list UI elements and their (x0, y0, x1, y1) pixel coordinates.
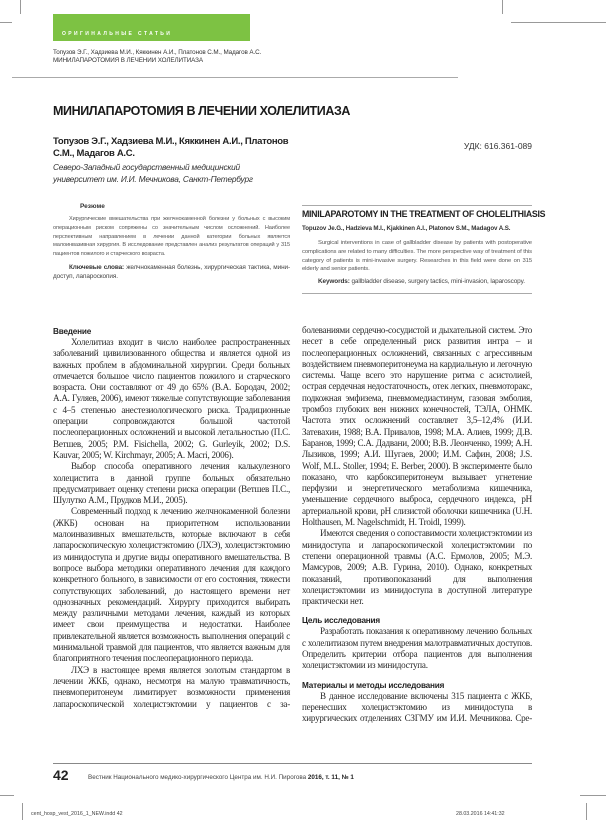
crop-mark (20, 0, 21, 14)
abstract-en-text: Surgical interventions in case of gallbladder disease by patients with postoperative complications are related to many difficulties. The more perspective way of treatment of this category of patients is mini-invasive surgery. Researches in this field were done on 315 elderly and senior patients. (302, 240, 532, 273)
footer-rule (53, 763, 532, 764)
aim-heading: Цель исследования (302, 616, 380, 626)
author-block (53, 136, 293, 185)
section-label: ОРИГИНАЛЬНЫЕ СТАТЬИ (62, 31, 173, 37)
paragraph: ЛХЭ в настоящее время является золотым стандартом в лечении ЖКБ, однако, несмотря на малую травматичность, пневмоперитонеум лимитирует возможности применения лапароскопической холецистэктомии у пациентов с за- (53, 664, 290, 709)
keywords-label: Keywords: (318, 278, 350, 286)
journal-issue: 2016, т. 11, № 1 (307, 774, 354, 781)
header-divider (12, 77, 458, 78)
paragraph: болеваниями сердечно-сосудистой и дыхательной систем. Это несет в себе определенный риск развития интра – и послеоперационных осложнений, связанных с агрессивным воздействием пневмоперитонеума на кардиальную и легочную системы. Чаще всего это нарушение ритма с асистолией, острая сердечная недостаточность, отек легких, пневмоторакс, подкожная эмфизема, пневмомедиастинум, газовая эмболия, тромбоз глубоких вен нижних конечностей, ТЭЛА, ОНМК. Частота этих осложнений составляет 3,5–12,4% (И.И. Затевахин, 1988; В.А. Привалов, 1998; М.А. Алиев, 1999; Д.В. Баранов, 1999; С.А. Дадвани, 2000; В.В. Леонченко, 1999; А.Н. Лызиков, 1999; А.И. Шугаев, 2000; И.М. Сафин, 2008; J.S. Wolf, M.L. Stoller, 1994; E. Berber, 2000). В эксперименте было показано, что карбоксиперитонеум вызывает угнетение перфузии и энергетического метаболизма кишечника, уменьшение сердечного выброса, сердечного индекса, pH артериальной крови, pH слизистой оболочки кишечника (U.H. Holthausen, M. Nagelschmidt, H. Troidl, 1999). (302, 325, 533, 528)
slug-datetime: 28.03.2016 14:41:32 (456, 811, 505, 817)
crop-mark (511, 22, 606, 23)
paragraph: Холелитиаз входит в число наиболее распространенных заболеваний цивилизованного общества и является одной из важных проблем в абдоминальной хирургии. Среди больных отмечается большое число пациентов пожилого и старческого возраста. Они составляют от 49 до 65% (В.А. Бородач, 2002; А.А. Гуляев, 2006), имеют тяжелые сопутствующие заболевания с 4–5 степенью анестезиологического риска. Традиционные операции сопровождаются большой частотой послеоперационных осложнений и высокой летальностью (П.С. Ветшев, 2005; P.M. Fisichella, 2002; G. Gurleyik, 2002; D.S. Kauvar, 2005; W. Kirchmayr, 2005; A. Macri, 2006). (53, 337, 290, 460)
slug-file: cent_hosp_vest_2016_1_NEW.indd 42 (31, 811, 123, 817)
section-banner (53, 14, 250, 41)
page-footer (0, 763, 606, 820)
abstract-en-block (302, 209, 546, 294)
journal-footer (88, 774, 354, 781)
paragraph: В данное исследование включены 315 пациента с ЖКБ, перенесших холецистэктомию из минидоступа в хирургических отделениях СЗГМУ им И.И. Мечникова. Сре- (302, 690, 532, 724)
left-column (53, 327, 290, 710)
udk-code: УДК: 616.361-089 (463, 141, 532, 151)
abstract-en-keywords (302, 278, 532, 287)
abstract-en (302, 239, 532, 287)
paragraph: Разработать показания к оперативному лечению больных с холелитиазом путем внедрения малотравматичных доступов. Определить критерии отбора пациентов для выполнения холецистэктомии из минидоступа. (302, 626, 532, 671)
paragraph: Современный подход к лечению желчнокаменной болезни (ЖКБ) основан на приоритетном использовании малоинвазивных вмешательств, которые включают в себя лапароскопическую холецистэктомию (ЛХЭ), холецистэктомию из минидоступа и другие виды оперативного вмешательства. В вопросе выбора методики оперативного лечения для каждого конкретного больного, в зависимости от его состояния, тяжести сопутствующих заболеваний, до настоящего времени нет однозначных рекомендаций. Хирургу приходится выбирать между различными методами лечения, каждый из которых имеет свои преимущества и недостатки. Наиболее привлекательной является возможность выполнения операций с минимальной травмой для пациентов, что является важным для благоприятного течения послеоперационного периода. (53, 506, 290, 664)
running-header-title: МИНИЛАПАРОТОМИЯ В ЛЕЧЕНИИ ХОЛЕЛИТИАЗА (53, 57, 203, 64)
keywords-text: gallbladder disease, surgery tactics, mini-invasion, laparoscopy. (349, 278, 525, 286)
crop-mark (502, 0, 503, 14)
keywords-label: Ключевые слова: (69, 263, 125, 271)
journal-name: Вестник Национального медико-хирургического Центра им. Н.И. Пирогова (88, 774, 308, 781)
page-number: 42 (53, 767, 69, 783)
article-title: МИНИЛАПАРОТОМИЯ В ЛЕЧЕНИИ ХОЛЕЛИТИАЗА (53, 104, 351, 118)
abstract-ru-text: Хирургические вмешательства при желчнокаменной болезни у больных с высоким операционным риском сопряжены со значительным числом осложнений. Наиболее перспективным направлением в лечении данной категории больных является малоинвазивная хирургия. В исследование представлен анализ результатов операций у 315 пациентов пожилого и старческого возраста. (53, 216, 290, 258)
en-authors: Topuzov Je.G., Hadzieva M.I., Kjakkinen A.I., Platonov S.M., Madagov A.S. (302, 225, 511, 232)
right-column (302, 325, 532, 725)
intro-heading: Введение (53, 327, 92, 336)
abstract-ru-heading: Резюме (80, 203, 105, 210)
abstract-ru (53, 215, 290, 282)
en-abstract-top-rule (302, 205, 532, 206)
methods-heading: Материалы и методы исследования (302, 680, 445, 690)
article-affiliation: Северо-Западный государственный медицинский университет им. И.И. Мечникова, Санкт-Петербург (53, 162, 253, 184)
crop-mark (0, 22, 12, 23)
keywords-text: желчнокаменная болезнь, хирургическая тактика, мини-доступ, лапароскопия. (53, 263, 290, 280)
en-title: MINILAPAROTOMY IN THE TREATMENT OF CHOLELITHIASIS (302, 209, 546, 219)
running-header (53, 49, 261, 65)
paragraph: Выбор способа оперативного лечения калькулезного холецистита в данной группе больных обязательно предусматривает оценку степени риска операции (Ветшев П.С., Шулутко А.М., Прудков М.И., 2005). (53, 461, 290, 506)
running-header-authors: Топузов Э.Г., Хадзиева М.И., Кяккинен А.И., Платонов С.М., Мадагов А.С. (53, 49, 262, 56)
abstract-ru-keywords (53, 264, 290, 282)
paragraph: Имеются сведения о сопоставимости холецистэктомии из минидоступа и лапароскопической холецистэктомии по степени операционной травмы (А.С. Ермолов, 2005; М.Э. Мамсуров, 2009; А.В. Гурина, 2010). Однако, конкретных показаний, противопоказаний для выполнения холецистэктомии из минидоступа в доступной литературе практически нет. (302, 528, 532, 607)
article-authors: Топузов Э.Г., Хадзиева М.И., Кяккинен А.И., Платонов С.М., Мадагов А.С. (53, 136, 289, 159)
en-abstract-bottom-rule (302, 293, 532, 294)
